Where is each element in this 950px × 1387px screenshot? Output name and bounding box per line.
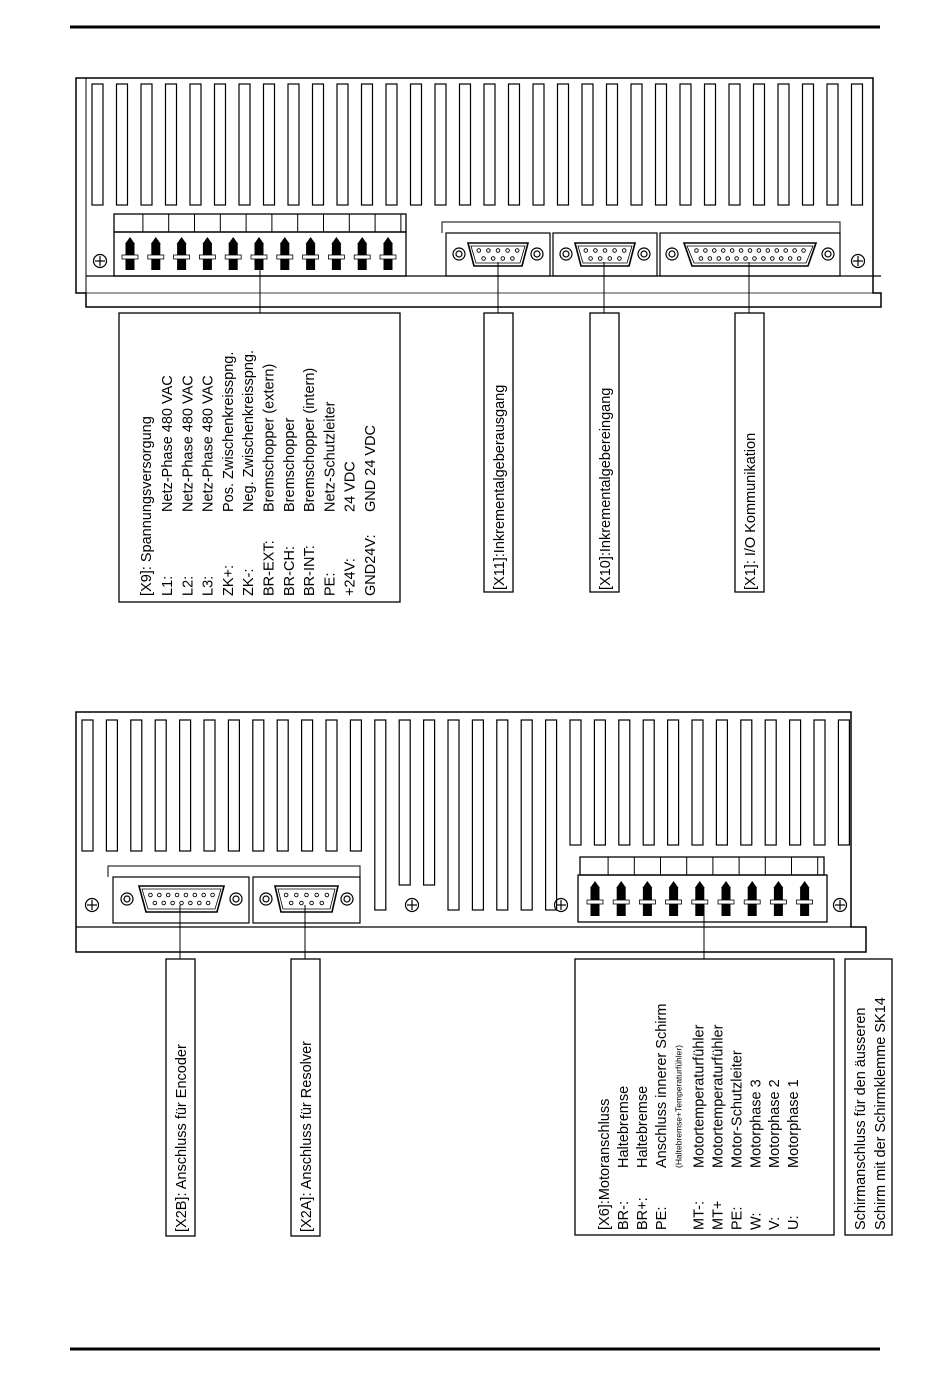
subd-pin bbox=[594, 249, 598, 253]
fin bbox=[106, 720, 117, 851]
subd-pin bbox=[708, 257, 712, 261]
x6-pin-list bbox=[616, 1004, 802, 1230]
fin bbox=[460, 84, 471, 205]
x9-desc-5: Bremschopper (extern) bbox=[261, 363, 278, 512]
subd-pin bbox=[300, 901, 304, 905]
subd-pin bbox=[613, 249, 617, 253]
fin bbox=[619, 720, 630, 845]
fin bbox=[656, 84, 667, 205]
fin bbox=[375, 720, 386, 910]
fin bbox=[288, 84, 299, 205]
subd-pin bbox=[704, 249, 708, 253]
x11-label: [X11]:Inkrementalgeberausgang bbox=[492, 384, 508, 590]
bottom-heatsink-fins bbox=[82, 720, 849, 910]
pin-arrow-icon bbox=[254, 237, 264, 244]
x9-pin-3: ZK+: bbox=[220, 564, 237, 596]
fin bbox=[411, 84, 422, 205]
fin bbox=[558, 84, 569, 205]
subd-pin bbox=[753, 257, 757, 261]
fin bbox=[180, 720, 191, 851]
x9-terminal-pins bbox=[122, 214, 401, 270]
x6-pin-5: MT+ bbox=[710, 1200, 727, 1230]
fin bbox=[643, 720, 654, 845]
x9-desc-8: Netz-Schutzleiter bbox=[322, 401, 339, 512]
x9-pin-6: BR-CH: bbox=[281, 546, 298, 596]
subd-pin bbox=[206, 901, 210, 905]
shield-line-1: Schirmanschluss für den äusseren bbox=[853, 1007, 869, 1230]
x6-desc-1: Haltebremse bbox=[634, 1085, 651, 1168]
x6-pin-4: MT-: bbox=[691, 1201, 708, 1230]
fin bbox=[668, 720, 679, 845]
x6-desc-0: Haltebremse bbox=[616, 1085, 632, 1168]
subd-pin bbox=[775, 249, 779, 253]
x6-desc-8: Motorphase 2 bbox=[767, 1079, 784, 1168]
x6-pin-8: V: bbox=[767, 1216, 784, 1230]
fin bbox=[765, 720, 776, 845]
subd-pin bbox=[496, 249, 500, 253]
subd-pin bbox=[603, 249, 607, 253]
subd-pin bbox=[325, 893, 329, 897]
x9-pin-8: PE: bbox=[322, 572, 339, 596]
pin-arrow-icon bbox=[590, 881, 600, 888]
x9-pin-list bbox=[160, 350, 379, 596]
x6-pin-7: W: bbox=[748, 1212, 765, 1230]
x10-label: [X10]:Inkrementalgebereingang bbox=[598, 387, 614, 590]
pin-arrow-icon bbox=[721, 881, 731, 888]
subd-pin bbox=[158, 893, 162, 897]
x1-connector bbox=[660, 233, 840, 276]
fin bbox=[509, 84, 520, 205]
x10-connector bbox=[553, 233, 657, 276]
subd-pin bbox=[598, 257, 602, 261]
x9-pin-0: L1: bbox=[160, 575, 176, 596]
subd-pin bbox=[193, 893, 197, 897]
subd-pin bbox=[735, 257, 739, 261]
pin-arrow-icon bbox=[800, 881, 810, 888]
x6-desc-7: Motorphase 3 bbox=[748, 1079, 765, 1168]
top-heatsink-fins bbox=[92, 84, 863, 205]
subd-pin bbox=[730, 249, 734, 253]
fin bbox=[228, 720, 239, 851]
fin bbox=[803, 84, 814, 205]
x9-desc-9: 24 VDC bbox=[342, 461, 359, 512]
fin bbox=[582, 84, 593, 205]
subd-pin bbox=[153, 901, 157, 905]
ground-screw-icon bbox=[94, 255, 107, 268]
subd-pin bbox=[184, 893, 188, 897]
fin bbox=[594, 720, 605, 845]
pin-arrow-icon bbox=[669, 881, 679, 888]
fin bbox=[827, 84, 838, 205]
fin bbox=[362, 84, 373, 205]
x6-desc-6: Motor-Schutzleiter bbox=[729, 1050, 746, 1168]
fin bbox=[814, 720, 825, 845]
x6-header: [X6]:Motoranschluss bbox=[597, 1098, 613, 1230]
pin-arrow-icon bbox=[202, 237, 212, 244]
fin bbox=[778, 84, 789, 205]
subd-pin bbox=[766, 249, 770, 253]
pin-arrow-icon bbox=[306, 237, 316, 244]
fin bbox=[204, 720, 215, 851]
fin bbox=[680, 84, 691, 205]
pin-slot bbox=[225, 255, 241, 259]
fin bbox=[424, 720, 435, 885]
fin bbox=[239, 84, 250, 205]
x9-desc-7: Bremschopper (intern) bbox=[302, 367, 319, 512]
x9-pin-7: BR-INT: bbox=[302, 545, 319, 596]
subd-pin bbox=[482, 257, 486, 261]
subd-pin bbox=[762, 257, 766, 261]
fin bbox=[155, 720, 166, 851]
subd-pin bbox=[726, 257, 730, 261]
top-device bbox=[76, 78, 881, 307]
subd-pin bbox=[584, 249, 588, 253]
pin-slot bbox=[587, 900, 603, 904]
subd-pin bbox=[589, 257, 593, 261]
ground-screw-icon bbox=[406, 899, 419, 912]
pin-arrow-icon bbox=[357, 237, 367, 244]
subd-pin bbox=[289, 901, 293, 905]
ground-screw-icon bbox=[555, 899, 568, 912]
x9-pin-5: BR-EXT: bbox=[261, 540, 278, 596]
pin-arrow-icon bbox=[331, 237, 341, 244]
x9-pin-4: ZK-: bbox=[241, 568, 258, 596]
fin bbox=[607, 84, 618, 205]
fin bbox=[716, 720, 727, 845]
x6-pin-2: PE: bbox=[653, 1206, 670, 1230]
subd-pin bbox=[784, 249, 788, 253]
subd-pin bbox=[491, 257, 495, 261]
pin-slot bbox=[303, 255, 319, 259]
x6-desc-3: (Haltebremse+Temperaturfühler) bbox=[673, 1044, 684, 1168]
subd-pin bbox=[487, 249, 491, 253]
fin bbox=[302, 720, 313, 851]
fin bbox=[131, 720, 142, 851]
x2a-label: [X2A]: Anschluss für Resolver bbox=[299, 1041, 315, 1232]
x6-desc-9: Motorphase 1 bbox=[786, 1079, 803, 1168]
subd-pin bbox=[713, 249, 717, 253]
subd-pin bbox=[506, 249, 510, 253]
fin bbox=[484, 84, 495, 205]
ground-screw-icon bbox=[86, 899, 99, 912]
x9-pin-9: +24V: bbox=[342, 558, 359, 596]
fin bbox=[350, 720, 361, 851]
subd-pin bbox=[175, 893, 179, 897]
pin-slot bbox=[328, 255, 344, 259]
x9-desc-2: Netz-Phase 480 VAC bbox=[200, 375, 217, 512]
fin bbox=[399, 720, 410, 885]
subd-pin bbox=[608, 257, 612, 261]
fin bbox=[852, 84, 863, 205]
x9-pin-2: L3: bbox=[200, 575, 217, 596]
fin bbox=[570, 720, 581, 845]
pin-slot bbox=[797, 900, 813, 904]
x9-desc-3: Pos. Zwischenkreisspng. bbox=[220, 351, 237, 512]
fin bbox=[435, 84, 446, 205]
pin-slot bbox=[277, 255, 293, 259]
subd-pin bbox=[295, 893, 299, 897]
x9-desc-6: Bremschopper bbox=[281, 417, 298, 512]
x6-pin-6: PE: bbox=[729, 1206, 746, 1230]
x9-desc-10: GND 24 VDC bbox=[363, 424, 379, 512]
subd-pin bbox=[501, 257, 505, 261]
fin bbox=[729, 84, 740, 205]
fin bbox=[692, 720, 703, 845]
x6-desc-2: Anschluss innerer Schirm bbox=[653, 1003, 670, 1168]
fin bbox=[705, 84, 716, 205]
fin bbox=[631, 84, 642, 205]
fin bbox=[546, 720, 557, 910]
fin bbox=[533, 84, 544, 205]
fin bbox=[313, 84, 324, 205]
pin-slot bbox=[354, 255, 370, 259]
fin bbox=[141, 84, 152, 205]
pin-slot bbox=[380, 255, 396, 259]
pin-slot bbox=[666, 900, 682, 904]
pin-slot bbox=[718, 900, 734, 904]
x9-pin-10: GND24V: bbox=[363, 534, 379, 596]
subd-pin bbox=[748, 249, 752, 253]
subd-pin bbox=[788, 257, 792, 261]
subd-pin bbox=[793, 249, 797, 253]
pin-arrow-icon bbox=[177, 237, 187, 244]
x9-desc-1: Netz-Phase 480 VAC bbox=[180, 375, 197, 512]
subd-pin bbox=[315, 893, 319, 897]
subd-pin bbox=[211, 893, 215, 897]
pin-arrow-icon bbox=[642, 881, 652, 888]
bottom-device bbox=[76, 712, 866, 952]
pin-arrow-icon bbox=[616, 881, 626, 888]
fin bbox=[838, 720, 849, 845]
pin-arrow-icon bbox=[125, 237, 135, 244]
fin bbox=[326, 720, 337, 851]
x6-pin-1: BR+: bbox=[634, 1197, 651, 1230]
subd-pin bbox=[320, 901, 324, 905]
x9-pin-1: L2: bbox=[180, 575, 197, 596]
fin bbox=[166, 84, 177, 205]
pin-arrow-icon bbox=[383, 237, 393, 244]
fin bbox=[448, 720, 459, 910]
x9-desc-0: Netz-Phase 480 VAC bbox=[160, 375, 176, 512]
subd-pin bbox=[802, 249, 806, 253]
subd-pin bbox=[695, 249, 699, 253]
shield-line-2: Schirm mit der Schirmklemme SK14 bbox=[873, 997, 889, 1230]
pin-slot bbox=[692, 900, 708, 904]
pin-slot bbox=[199, 255, 215, 259]
pin-slot bbox=[251, 255, 267, 259]
subd-pin bbox=[166, 893, 170, 897]
x6-desc-4: Motortemperaturfühler bbox=[691, 1024, 708, 1168]
fin bbox=[741, 720, 752, 845]
fin bbox=[472, 720, 483, 910]
subd-pin bbox=[477, 249, 481, 253]
connector-bracket bbox=[442, 222, 840, 233]
pin-arrow-icon bbox=[695, 881, 705, 888]
pin-arrow-icon bbox=[280, 237, 290, 244]
fin bbox=[215, 84, 226, 205]
x2a-connector bbox=[253, 877, 360, 923]
fin bbox=[92, 84, 103, 205]
x6-pin-9: U: bbox=[786, 1215, 803, 1230]
subd-pin bbox=[717, 257, 721, 261]
fin bbox=[277, 720, 288, 851]
subd-pin bbox=[797, 257, 801, 261]
subd-pin bbox=[310, 901, 314, 905]
subd-pin bbox=[739, 249, 743, 253]
subd-pin bbox=[757, 249, 761, 253]
fin bbox=[754, 84, 765, 205]
pin-arrow-icon bbox=[151, 237, 161, 244]
pin-arrow-icon bbox=[773, 881, 783, 888]
fin bbox=[190, 84, 201, 205]
subd-pin bbox=[779, 257, 783, 261]
subd-pin bbox=[721, 249, 725, 253]
connector-bracket bbox=[108, 866, 360, 877]
fin bbox=[117, 84, 128, 205]
subd-pin bbox=[202, 893, 206, 897]
pin-slot bbox=[613, 900, 629, 904]
subd-pin bbox=[149, 893, 153, 897]
fin bbox=[521, 720, 532, 910]
x2b-label: [X2B]: Anschluss für Encoder bbox=[174, 1044, 190, 1232]
subd-pin bbox=[305, 893, 309, 897]
subd-pin bbox=[284, 893, 288, 897]
subd-pin bbox=[618, 257, 622, 261]
subd-pin bbox=[171, 901, 175, 905]
subd-pin bbox=[771, 257, 775, 261]
x6-terminal-pins bbox=[587, 857, 818, 916]
fin bbox=[790, 720, 801, 845]
fin bbox=[253, 720, 264, 851]
subd-pin bbox=[197, 901, 201, 905]
subd-pin bbox=[699, 257, 703, 261]
pin-slot bbox=[639, 900, 655, 904]
x1-label: [X1]: I/O Kommunikation bbox=[743, 432, 759, 590]
subd-pin bbox=[622, 249, 626, 253]
subd-pin bbox=[515, 249, 519, 253]
fin bbox=[264, 84, 275, 205]
pin-arrow-icon bbox=[747, 881, 757, 888]
fin bbox=[82, 720, 93, 851]
subd-pin bbox=[511, 257, 515, 261]
subd-pin bbox=[180, 901, 184, 905]
subd-pin bbox=[162, 901, 166, 905]
ground-screw-icon bbox=[834, 899, 847, 912]
subd-pin bbox=[189, 901, 193, 905]
pin-slot bbox=[148, 255, 164, 259]
x6-pin-0: BR-: bbox=[616, 1201, 632, 1230]
subd-pin bbox=[744, 257, 748, 261]
x9-header: [X9]: Spannungsversorgung bbox=[139, 416, 155, 596]
fin bbox=[337, 84, 348, 205]
pin-slot bbox=[744, 900, 760, 904]
fin bbox=[497, 720, 508, 910]
ground-screw-icon bbox=[852, 255, 865, 268]
x2b-connector bbox=[113, 877, 249, 923]
pin-slot bbox=[122, 255, 138, 259]
pin-arrow-icon bbox=[228, 237, 238, 244]
x6-desc-5: Motortemperaturfühler bbox=[710, 1024, 727, 1168]
fin bbox=[386, 84, 397, 205]
pin-slot bbox=[770, 900, 786, 904]
x9-desc-4: Neg. Zwischenkreisspng. bbox=[241, 350, 258, 512]
pin-slot bbox=[174, 255, 190, 259]
